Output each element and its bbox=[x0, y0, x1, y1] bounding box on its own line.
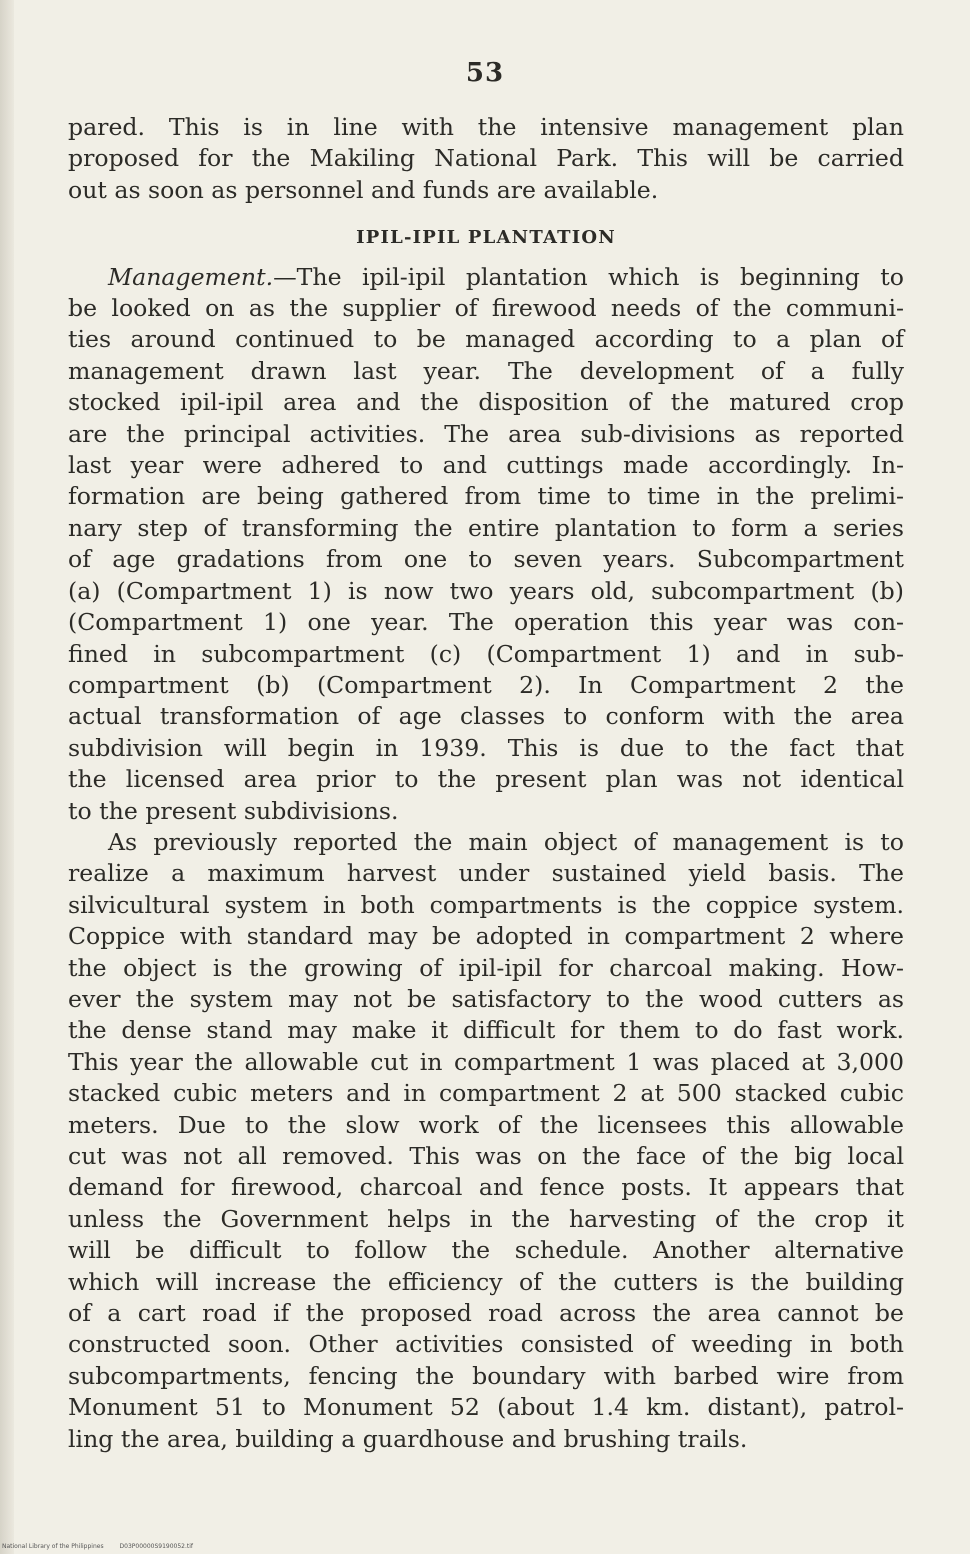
text-line bbox=[68, 262, 904, 293]
text-line: cut was not all removed. This was on the face of the big local bbox=[68, 1142, 904, 1170]
page-number: 53 bbox=[465, 58, 505, 88]
text-line: ties around continued to be managed according to a plan of bbox=[68, 325, 904, 354]
text-line: subdivision will begin in 1939. This is due to the fact that bbox=[68, 733, 904, 762]
text-line: meters. Due to the slow work of the licensees this allowable bbox=[68, 1110, 904, 1139]
scan-footer bbox=[0, 1540, 302, 1554]
text-line: constructed soon. Other activities consisted of weeding in both bbox=[68, 1330, 904, 1359]
text-line: stocked ipil-ipil area and the disposition of the matured crop bbox=[68, 388, 904, 417]
text-line: the licensed area prior to the present plan was not identical bbox=[68, 765, 904, 794]
text-line: out as soon as personnel and funds are available. bbox=[68, 175, 659, 204]
text-line: nary step of transforming the entire plantation to form a series bbox=[68, 513, 904, 542]
text-line: unless the Government helps in the harvesting of the crop it bbox=[68, 1204, 904, 1233]
text-line: silvicultural system in both compartments is the coppice system. bbox=[68, 890, 904, 919]
run-in-heading: Management. bbox=[108, 262, 274, 291]
text-line: the dense stand may make it difficult for them to do fast work. bbox=[68, 1016, 904, 1045]
text-line: be looked on as the supplier of firewood needs of the communi- bbox=[68, 294, 904, 323]
binding-edge bbox=[0, 0, 14, 1554]
paragraph-intro bbox=[68, 112, 904, 206]
text-line: (Compartment 1) one year. The operation this year was con- bbox=[68, 608, 904, 637]
library-credit: National Library of the Philippines bbox=[2, 1543, 104, 1550]
text-line: the object is the growing of ipil-ipil for charcoal making. How- bbox=[68, 953, 904, 982]
text-line: are the principal activities. The area sub-divisions as reported bbox=[68, 419, 904, 448]
text-line: proposed for the Makiling National Park. This will be carried bbox=[68, 144, 904, 173]
text-line: which will increase the efficiency of the cutters is the building bbox=[68, 1267, 904, 1296]
text-line: This year the allowable cut in compartment 1 was placed at 3,000 bbox=[68, 1047, 904, 1076]
text-line: will be difficult to follow the schedule. Another alternative bbox=[68, 1236, 904, 1265]
text-line: actual transformation of age classes to conform with the area bbox=[68, 702, 904, 731]
text-line: demand for firewood, charcoal and fence posts. It appears that bbox=[68, 1173, 904, 1202]
text-line: compartment (b) (Compartment 2). In Compartment 2 the bbox=[68, 670, 904, 699]
text-line: As previously reported the main object of management is to bbox=[108, 827, 904, 856]
section-heading: IPIL-IPIL PLANTATION bbox=[356, 227, 616, 249]
text-line: fined in subcompartment (c) (Compartment 1) and in sub- bbox=[68, 639, 904, 668]
paragraph-objective bbox=[68, 827, 904, 1455]
text-line: pared. This is in line with the intensive management plan bbox=[68, 113, 904, 141]
text-line: Coppice with standard may be adopted in compartment 2 where bbox=[68, 922, 904, 951]
text-line: subcompartments, fencing the boundary with barbed wire from bbox=[68, 1361, 904, 1390]
text-line: realize a maximum harvest under sustained yield basis. The bbox=[68, 859, 904, 888]
text-line: ever the system may not be satisfactory to the wood cutters as bbox=[68, 984, 904, 1013]
text-line: of age gradations from one to seven years. Subcompartment bbox=[68, 545, 904, 574]
text-run: —The ipil-ipil plantation which is beginning to bbox=[273, 262, 904, 291]
text-line: (a) (Compartment 1) is now two years old, subcompartment (b) bbox=[68, 576, 904, 605]
paragraph-management bbox=[68, 262, 904, 827]
text-line: formation are being gathered from time to time in the prelimi- bbox=[68, 482, 904, 511]
text-line: of a cart road if the proposed road across the area cannot be bbox=[68, 1299, 904, 1328]
text-line: ling the area, building a guardhouse and brushing trails. bbox=[68, 1424, 748, 1453]
text-line: stacked cubic meters and in compartment 2 at 500 stacked cubic bbox=[68, 1079, 904, 1108]
scan-file-code: D03P00000S9190052.tif bbox=[119, 1543, 194, 1550]
text-line: management drawn last year. The development of a fully bbox=[68, 356, 904, 385]
text-line: Monument 51 to Monument 52 (about 1.4 km. distant), patrol- bbox=[68, 1393, 904, 1422]
page-body bbox=[68, 112, 904, 1455]
text-line: last year were adhered to and cuttings made accordingly. In- bbox=[68, 451, 904, 480]
text-line: to the present subdivisions. bbox=[68, 796, 399, 825]
